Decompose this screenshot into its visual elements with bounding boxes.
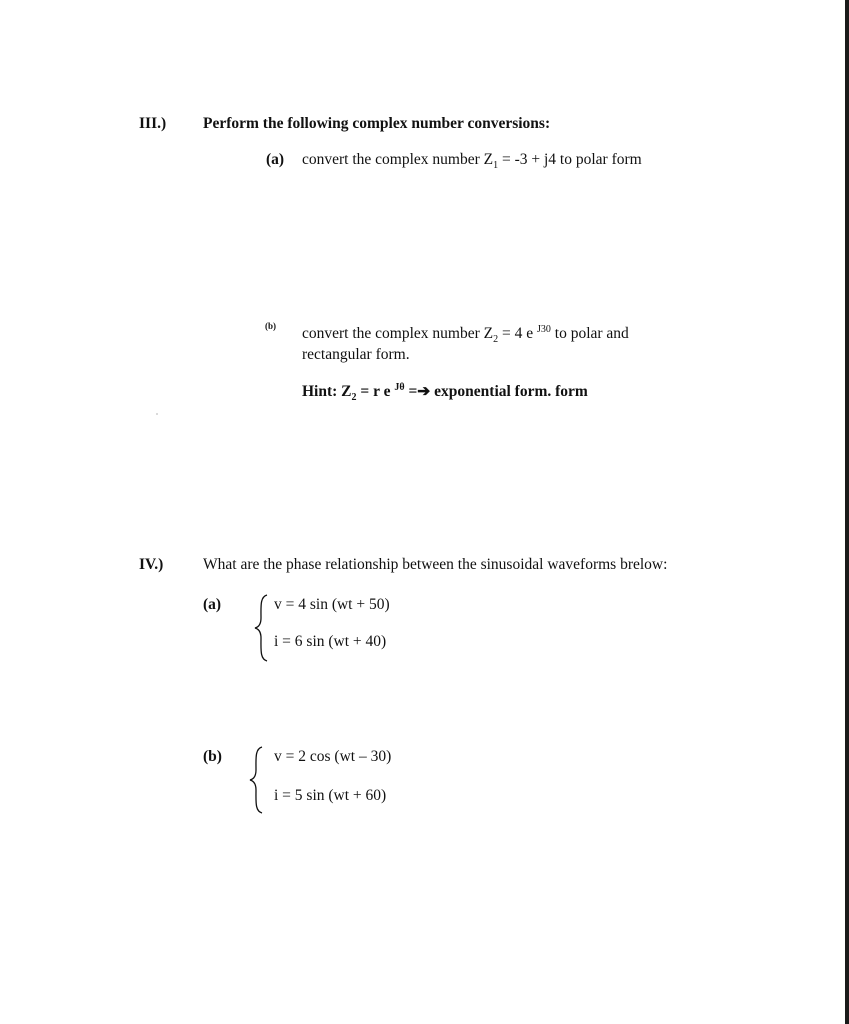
page-edge — [845, 0, 849, 1024]
arrow-icon: =➔ — [404, 383, 435, 400]
hint-text: Hint: $Z_2 = r$ e $^{J\theta}$ =➔ exponential form. form — [302, 381, 588, 404]
left-brace-icon — [247, 744, 267, 816]
section-4-title: What are the phase relationship between the sinusoidal waveforms brelow: — [203, 556, 668, 573]
scan-speck — [156, 413, 158, 415]
equation-4b-voltage: v = 2 cos (wt – 30) — [274, 748, 392, 765]
question-3b-text-line2: rectangular form. — [302, 346, 410, 363]
equation-4b-current: i = 5 sin (wt + 60) — [274, 787, 387, 804]
question-3b-text: convert the complex number $Z_2 = 4$ e $^{J30}$ to polar and — [302, 323, 629, 346]
section-4-number: IV.) — [139, 556, 164, 573]
question-3a-text: convert the complex number $Z_1 = -3 + j4$ to polar form — [302, 151, 642, 172]
question-4b-label: (b) — [203, 748, 222, 765]
left-brace-icon — [252, 592, 272, 664]
question-4a-label: (a) — [203, 596, 222, 613]
equation-4a-current: i = 6 sin (wt + 40) — [274, 633, 387, 650]
equation-4a-voltage: v = 4 sin (wt + 50) — [274, 596, 390, 613]
question-3b-label: (b) — [265, 321, 276, 331]
section-3-title: Perform the following complex number conversions: — [203, 115, 551, 132]
section-3-number: III.) — [139, 115, 167, 132]
question-3a-label: (a) — [266, 151, 285, 168]
